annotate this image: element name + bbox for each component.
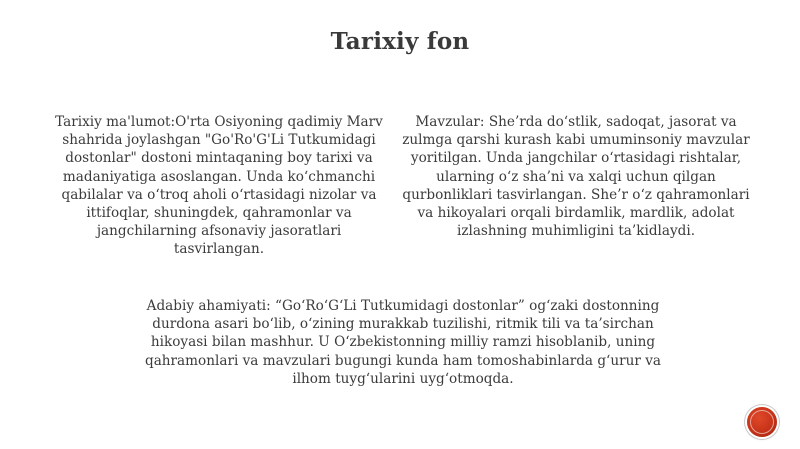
circle-nav-button-icon[interactable] <box>747 407 777 437</box>
literary-significance-paragraph: Adabiy ahamiyati: “Go‘Ro‘G‘Li Tutkumidagi dostonlar” og‘zaki dostonning durdona asari bo‘lib, o‘zining murakkab tuzilishi, ritmik tili va ta’sirchan hikoyasi bilan mashhur. U O‘zbekistonning milliy ramzi hisoblanib, uning qahramonlari va mavzulari bugungi kunda ham tomoshabinlarda g‘urur va ilhom tuyg‘ularini uyg‘otmoqda. <box>145 298 661 387</box>
themes-paragraph: Mavzular: She’rda do‘stlik, sadoqat, jasorat va zulmga qarshi kurash kabi umuminsoniy mavzular yoritilgan. Unda jangchilar o‘rtasidagi rishtalar, ularning o‘z sha’ni va xalqi uchun qilgan qurbonliklari tasvirlangan. She’r o‘z qahramonlari va hikoyalari orqali birdamlik, mardlik, adolat izlashning muhimligini ta’kidlaydi. <box>402 114 750 240</box>
slide-title: Tarixiy fon <box>330 28 470 55</box>
historical-info-paragraph: Tarixiy ma'lumot:O'rta Osiyoning qadimiy Marv shahrida joylashgan "Go'Ro'G'Li Tutkumidagi dostonlar" dostoni mintaqaning boy tarixi va madaniyatiga asoslangan. Unda ko‘chmanchi qabilalar va o‘troq aholi o‘rtasidagi nizolar va ittifoqlar, shuningdek, qahramonlar va jangchilarning afsonaviy jasoratlari tasvirlangan. <box>55 114 383 258</box>
nav-button-ring <box>750 410 774 434</box>
